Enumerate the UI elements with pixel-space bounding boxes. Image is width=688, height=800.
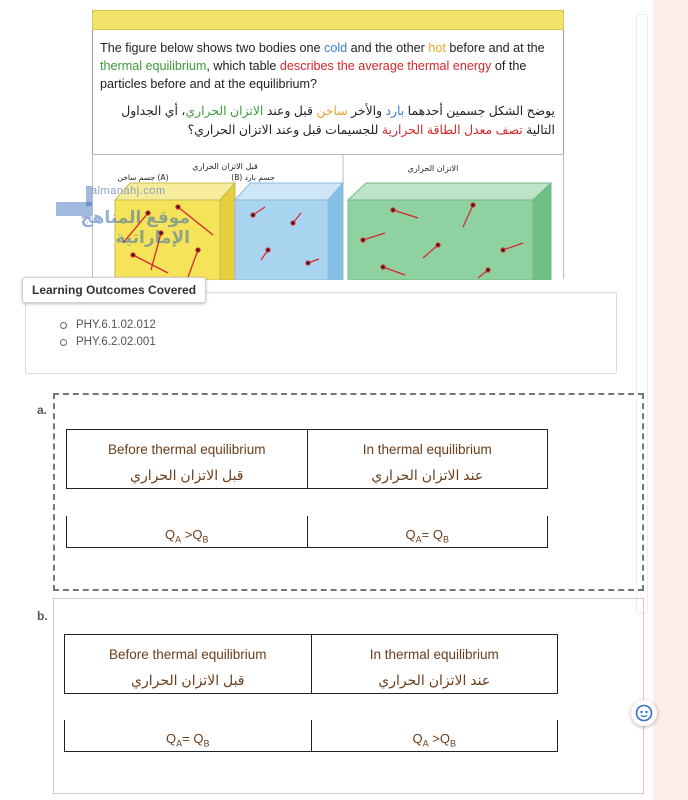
option-b-in-ar: عند الاتزان الحراري [378,672,491,688]
label-body-a: جسم ساخن (A) [117,173,169,182]
question-ar-segment: ، أي الجداول التالية [121,104,555,137]
option-b-before-ar: قبل الاتزان الحراري [131,672,245,688]
thermal-equilibrium-word-ar: الاتزان الحراري [185,104,264,118]
assistant-face-svg [635,704,653,722]
learning-outcome-item: PHY.6.2.02.001 [60,334,156,351]
learning-outcomes-list [60,317,156,351]
watermark-text: almanahj.com [91,185,166,197]
option-a-in-ar: عند الاتزان الحراري [371,467,484,483]
label-body-b: (B) جسم بارد [231,173,275,182]
learning-outcomes-title[interactable]: Learning Outcomes Covered [22,277,206,303]
option-a[interactable] [53,393,644,591]
option-b-q-row [64,720,558,752]
question-ar-segment: والأخر [347,104,386,118]
question-ar-segment: يوضح الشكل جسمين أحدهما [404,104,555,118]
cold-word: cold [324,41,348,55]
question-text-segment: and the other [347,41,429,55]
option-a-in-cell [307,430,548,488]
option-a-before-en: Before thermal equilibrium [107,442,266,457]
option-a-letter: a. [37,403,48,417]
option-b-in-cell [311,635,558,693]
option-a-in-en: In thermal equilibrium [362,442,492,457]
label-at-equilibrium: الاتزان الحراري [407,164,459,173]
thermal-equilibrium-word: thermal equilibrium [100,59,207,73]
option-b-in-q: $Q_A >Q_B$ [311,720,558,751]
option-a-in-q: $Q_A= Q_B$ [307,516,548,547]
option-b-table [64,634,558,694]
option-b-letter: b. [37,609,48,623]
option-a-table [66,429,548,489]
learning-outcome-item: PHY.6.1.02.012 [60,317,156,334]
cold-word-ar: بارد [385,104,405,118]
question-header-bar [92,10,564,30]
question-english [100,39,555,93]
question-text-segment: before and at the [445,41,545,55]
option-b-before-en: Before thermal equilibrium [108,647,267,662]
option-a-before-q: $Q_A >Q_B$ [165,527,209,545]
assistant-face-icon[interactable] [631,700,657,726]
hot-word: hot [428,41,446,55]
option-b-in-en: In thermal equilibrium [369,647,499,662]
average-thermal-energy-phrase-ar: تصف معدل الطاقة الحرارية [381,123,523,137]
option-b-before-cell [65,635,311,693]
option-b-before-q: $Q_A= Q_B$ [166,731,210,749]
watermark-logo [50,182,190,252]
hot-word-ar: ساخن [316,104,348,118]
question-ar-segment: للجسيمات قبل وعند الاتزان الحراري؟ [187,123,382,137]
option-a-before-ar: قبل الاتزان الحراري [130,467,244,483]
option-b[interactable] [53,598,644,794]
option-a-before-cell [67,430,307,488]
question-arabic [100,102,555,148]
label-before-equilibrium: قبل الاتزان الحراري [192,162,258,171]
right-edge-strip [653,0,688,800]
question-ar-segment: قبل وعند [263,104,317,118]
question-text-segment: of the particles before and at the equilibrium? [100,59,527,91]
question-text-block [92,30,564,154]
option-a-q-row [66,516,548,548]
watermark-arabic: موقع المناهج الإماراتية [80,208,190,247]
question-text-segment: The figure below shows two bodies one [100,41,325,55]
average-thermal-energy-phrase: describes the average thermal energy [279,59,492,73]
question-text-segment: , which table [206,59,280,73]
